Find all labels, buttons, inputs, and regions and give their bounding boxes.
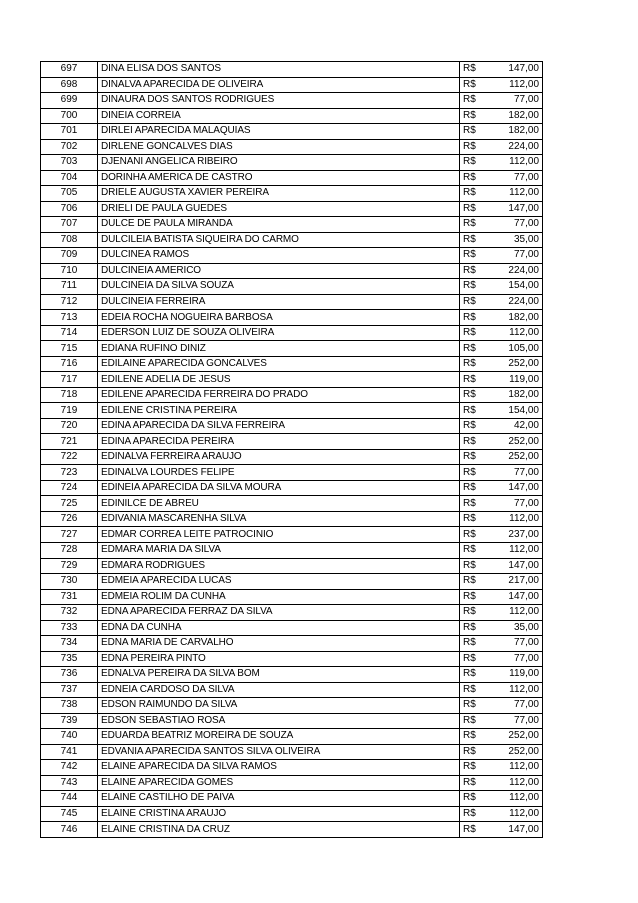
row-number: 729 — [41, 558, 98, 574]
row-number: 719 — [41, 403, 98, 419]
row-number: 739 — [41, 713, 98, 729]
row-number: 744 — [41, 791, 98, 807]
row-currency: R$ — [460, 791, 479, 807]
row-currency: R$ — [460, 729, 479, 745]
row-name: EDIANA RUFINO DINIZ — [98, 341, 460, 357]
row-number: 707 — [41, 217, 98, 233]
table-row — [41, 201, 543, 217]
row-name: ELAINE CRISTINA DA CRUZ — [98, 822, 460, 838]
row-name: EDEIA ROCHA NOGUEIRA BARBOSA — [98, 310, 460, 326]
row-number: 745 — [41, 806, 98, 822]
row-number: 699 — [41, 93, 98, 109]
row-value: 77,00 — [478, 170, 543, 186]
row-value: 112,00 — [478, 806, 543, 822]
row-name: EDUARDA BEATRIZ MOREIRA DE SOUZA — [98, 729, 460, 745]
table-row — [41, 62, 543, 78]
row-currency: R$ — [460, 108, 479, 124]
row-name: DULCE DE PAULA MIRANDA — [98, 217, 460, 233]
row-value: 154,00 — [478, 403, 543, 419]
table-row — [41, 248, 543, 264]
table-row — [41, 93, 543, 109]
row-currency: R$ — [460, 667, 479, 683]
row-number: 715 — [41, 341, 98, 357]
row-currency: R$ — [460, 418, 479, 434]
table-row — [41, 775, 543, 791]
table-row — [41, 760, 543, 776]
row-number: 740 — [41, 729, 98, 745]
row-currency: R$ — [460, 775, 479, 791]
row-currency: R$ — [460, 232, 479, 248]
row-value: 147,00 — [478, 558, 543, 574]
row-currency: R$ — [460, 480, 479, 496]
row-currency: R$ — [460, 527, 479, 543]
table-row — [41, 713, 543, 729]
table-row — [41, 729, 543, 745]
table-row — [41, 558, 543, 574]
row-currency: R$ — [460, 263, 479, 279]
row-value: 112,00 — [478, 155, 543, 171]
table-row — [41, 155, 543, 171]
row-value: 112,00 — [478, 682, 543, 698]
row-name: EDIVANIA MASCARENHA SILVA — [98, 511, 460, 527]
table-row — [41, 418, 543, 434]
row-number: 713 — [41, 310, 98, 326]
row-currency: R$ — [460, 620, 479, 636]
row-currency: R$ — [460, 496, 479, 512]
row-name: DULCINEIA DA SILVA SOUZA — [98, 279, 460, 295]
row-currency: R$ — [460, 294, 479, 310]
row-currency: R$ — [460, 558, 479, 574]
row-currency: R$ — [460, 806, 479, 822]
row-currency: R$ — [460, 465, 479, 481]
row-name: EDILENE ADELIA DE JESUS — [98, 372, 460, 388]
row-value: 77,00 — [478, 698, 543, 714]
table-row — [41, 310, 543, 326]
row-name: DULCILEIA BATISTA SIQUEIRA DO CARMO — [98, 232, 460, 248]
row-currency: R$ — [460, 124, 479, 140]
row-name: EDINA APARECIDA DA SILVA FERREIRA — [98, 418, 460, 434]
row-number: 698 — [41, 77, 98, 93]
row-currency: R$ — [460, 682, 479, 698]
row-name: EDNA PEREIRA PINTO — [98, 651, 460, 667]
row-currency: R$ — [460, 155, 479, 171]
row-number: 705 — [41, 186, 98, 202]
row-number: 721 — [41, 434, 98, 450]
row-name: DINALVA APARECIDA DE OLIVEIRA — [98, 77, 460, 93]
row-currency: R$ — [460, 186, 479, 202]
row-currency: R$ — [460, 542, 479, 558]
row-value: 112,00 — [478, 760, 543, 776]
row-name: EDVANIA APARECIDA SANTOS SILVA OLIVEIRA — [98, 744, 460, 760]
row-value: 35,00 — [478, 620, 543, 636]
row-value: 252,00 — [478, 356, 543, 372]
row-number: 711 — [41, 279, 98, 295]
row-value: 77,00 — [478, 93, 543, 109]
row-value: 217,00 — [478, 574, 543, 590]
row-value: 112,00 — [478, 775, 543, 791]
row-currency: R$ — [460, 325, 479, 341]
row-value: 77,00 — [478, 636, 543, 652]
row-value: 119,00 — [478, 667, 543, 683]
row-number: 732 — [41, 605, 98, 621]
table-row — [41, 791, 543, 807]
row-value: 182,00 — [478, 310, 543, 326]
table-row — [41, 620, 543, 636]
row-number: 709 — [41, 248, 98, 264]
row-number: 712 — [41, 294, 98, 310]
table-row — [41, 341, 543, 357]
row-currency: R$ — [460, 605, 479, 621]
row-currency: R$ — [460, 217, 479, 233]
row-name: EDINILCE DE ABREU — [98, 496, 460, 512]
payment-table — [40, 61, 543, 838]
row-number: 723 — [41, 465, 98, 481]
row-currency: R$ — [460, 449, 479, 465]
row-name: DULCINEIA AMERICO — [98, 263, 460, 279]
table-row — [41, 356, 543, 372]
row-name: EDSON SEBASTIAO ROSA — [98, 713, 460, 729]
row-name: EDNA DA CUNHA — [98, 620, 460, 636]
row-name: EDERSON LUIZ DE SOUZA OLIVEIRA — [98, 325, 460, 341]
row-value: 35,00 — [478, 232, 543, 248]
row-currency: R$ — [460, 356, 479, 372]
row-value: 105,00 — [478, 341, 543, 357]
table-row — [41, 186, 543, 202]
row-currency: R$ — [460, 574, 479, 590]
row-number: 746 — [41, 822, 98, 838]
row-number: 722 — [41, 449, 98, 465]
table-row — [41, 698, 543, 714]
row-number: 734 — [41, 636, 98, 652]
row-value: 154,00 — [478, 279, 543, 295]
row-name: DRIELE AUGUSTA XAVIER PEREIRA — [98, 186, 460, 202]
table-row — [41, 636, 543, 652]
row-number: 728 — [41, 542, 98, 558]
table-row — [41, 108, 543, 124]
row-value: 112,00 — [478, 77, 543, 93]
row-currency: R$ — [460, 372, 479, 388]
row-currency: R$ — [460, 77, 479, 93]
table-row — [41, 263, 543, 279]
row-value: 112,00 — [478, 605, 543, 621]
table-row — [41, 465, 543, 481]
row-value: 252,00 — [478, 434, 543, 450]
row-name: DULCINEIA FERREIRA — [98, 294, 460, 310]
row-currency: R$ — [460, 636, 479, 652]
row-name: DJENANI ANGELICA RIBEIRO — [98, 155, 460, 171]
table-row — [41, 372, 543, 388]
row-name: ELAINE CASTILHO DE PAIVA — [98, 791, 460, 807]
row-number: 736 — [41, 667, 98, 683]
row-currency: R$ — [460, 744, 479, 760]
table-row — [41, 170, 543, 186]
row-value: 77,00 — [478, 217, 543, 233]
row-number: 716 — [41, 356, 98, 372]
row-value: 252,00 — [478, 729, 543, 745]
row-name: DIRLENE GONCALVES DIAS — [98, 139, 460, 155]
row-name: EDMARA RODRIGUES — [98, 558, 460, 574]
table-row — [41, 294, 543, 310]
row-name: EDILAINE APARECIDA GONCALVES — [98, 356, 460, 372]
row-value: 182,00 — [478, 108, 543, 124]
row-number: 726 — [41, 511, 98, 527]
row-value: 112,00 — [478, 325, 543, 341]
row-value: 147,00 — [478, 62, 543, 78]
table-row — [41, 651, 543, 667]
row-number: 742 — [41, 760, 98, 776]
row-name: DIRLEI APARECIDA MALAQUIAS — [98, 124, 460, 140]
row-value: 147,00 — [478, 201, 543, 217]
row-value: 237,00 — [478, 527, 543, 543]
row-name: EDINEIA APARECIDA DA SILVA MOURA — [98, 480, 460, 496]
row-value: 147,00 — [478, 589, 543, 605]
row-number: 725 — [41, 496, 98, 512]
row-name: EDINALVA FERREIRA ARAUJO — [98, 449, 460, 465]
row-value: 182,00 — [478, 387, 543, 403]
row-value: 112,00 — [478, 542, 543, 558]
table-row — [41, 403, 543, 419]
row-value: 119,00 — [478, 372, 543, 388]
row-currency: R$ — [460, 698, 479, 714]
table-row — [41, 279, 543, 295]
row-name: DINAURA DOS SANTOS RODRIGUES — [98, 93, 460, 109]
row-currency: R$ — [460, 248, 479, 264]
row-number: 738 — [41, 698, 98, 714]
row-value: 147,00 — [478, 480, 543, 496]
row-number: 718 — [41, 387, 98, 403]
table-row — [41, 574, 543, 590]
row-number: 708 — [41, 232, 98, 248]
row-name: EDNEIA CARDOSO DA SILVA — [98, 682, 460, 698]
row-number: 720 — [41, 418, 98, 434]
row-value: 252,00 — [478, 449, 543, 465]
row-number: 735 — [41, 651, 98, 667]
row-name: DRIELI DE PAULA GUEDES — [98, 201, 460, 217]
row-currency: R$ — [460, 387, 479, 403]
row-name: EDMEIA APARECIDA LUCAS — [98, 574, 460, 590]
row-number: 701 — [41, 124, 98, 140]
row-currency: R$ — [460, 713, 479, 729]
row-number: 704 — [41, 170, 98, 186]
row-currency: R$ — [460, 62, 479, 78]
row-number: 703 — [41, 155, 98, 171]
row-currency: R$ — [460, 589, 479, 605]
row-value: 77,00 — [478, 651, 543, 667]
row-name: EDNALVA PEREIRA DA SILVA BOM — [98, 667, 460, 683]
row-name: EDINA APARECIDA PEREIRA — [98, 434, 460, 450]
row-currency: R$ — [460, 139, 479, 155]
row-currency: R$ — [460, 201, 479, 217]
table-row — [41, 217, 543, 233]
row-currency: R$ — [460, 822, 479, 838]
row-value: 182,00 — [478, 124, 543, 140]
row-number: 731 — [41, 589, 98, 605]
row-number: 700 — [41, 108, 98, 124]
row-value: 224,00 — [478, 263, 543, 279]
row-number: 714 — [41, 325, 98, 341]
table-row — [41, 667, 543, 683]
row-value: 252,00 — [478, 744, 543, 760]
row-currency: R$ — [460, 93, 479, 109]
row-value: 147,00 — [478, 822, 543, 838]
row-name: EDILENE CRISTINA PEREIRA — [98, 403, 460, 419]
table-row — [41, 511, 543, 527]
row-name: EDNA APARECIDA FERRAZ DA SILVA — [98, 605, 460, 621]
row-value: 112,00 — [478, 186, 543, 202]
table-row — [41, 325, 543, 341]
table-row — [41, 124, 543, 140]
row-currency: R$ — [460, 403, 479, 419]
row-number: 697 — [41, 62, 98, 78]
payment-table-body — [41, 62, 543, 838]
row-number: 741 — [41, 744, 98, 760]
row-currency: R$ — [460, 760, 479, 776]
table-row — [41, 822, 543, 838]
table-row — [41, 496, 543, 512]
row-name: DORINHA AMERICA DE CASTRO — [98, 170, 460, 186]
row-number: 730 — [41, 574, 98, 590]
row-currency: R$ — [460, 434, 479, 450]
table-row — [41, 77, 543, 93]
table-row — [41, 605, 543, 621]
table-row — [41, 527, 543, 543]
table-row — [41, 542, 543, 558]
row-currency: R$ — [460, 170, 479, 186]
row-number: 743 — [41, 775, 98, 791]
table-row — [41, 232, 543, 248]
row-number: 702 — [41, 139, 98, 155]
row-number: 727 — [41, 527, 98, 543]
table-row — [41, 434, 543, 450]
row-name: EDMAR CORREA LEITE PATROCINIO — [98, 527, 460, 543]
row-value: 77,00 — [478, 496, 543, 512]
row-value: 77,00 — [478, 713, 543, 729]
table-row — [41, 480, 543, 496]
row-currency: R$ — [460, 341, 479, 357]
row-number: 737 — [41, 682, 98, 698]
row-name: EDMEIA ROLIM DA CUNHA — [98, 589, 460, 605]
row-value: 112,00 — [478, 791, 543, 807]
row-number: 717 — [41, 372, 98, 388]
row-name: DINA ELISA DOS SANTOS — [98, 62, 460, 78]
row-name: ELAINE CRISTINA ARAUJO — [98, 806, 460, 822]
row-value: 42,00 — [478, 418, 543, 434]
row-number: 724 — [41, 480, 98, 496]
row-value: 77,00 — [478, 248, 543, 264]
row-name: EDILENE APARECIDA FERREIRA DO PRADO — [98, 387, 460, 403]
table-row — [41, 589, 543, 605]
row-name: DULCINEA RAMOS — [98, 248, 460, 264]
row-name: EDINALVA LOURDES FELIPE — [98, 465, 460, 481]
row-name: ELAINE APARECIDA GOMES — [98, 775, 460, 791]
row-currency: R$ — [460, 511, 479, 527]
row-name: EDSON RAIMUNDO DA SILVA — [98, 698, 460, 714]
table-row — [41, 449, 543, 465]
row-name: EDMARA MARIA DA SILVA — [98, 542, 460, 558]
row-value: 112,00 — [478, 511, 543, 527]
row-number: 706 — [41, 201, 98, 217]
table-row — [41, 139, 543, 155]
row-name: DINEIA CORREIA — [98, 108, 460, 124]
table-row — [41, 682, 543, 698]
row-currency: R$ — [460, 279, 479, 295]
table-row — [41, 806, 543, 822]
row-value: 77,00 — [478, 465, 543, 481]
row-value: 224,00 — [478, 139, 543, 155]
row-currency: R$ — [460, 651, 479, 667]
row-number: 710 — [41, 263, 98, 279]
row-value: 224,00 — [478, 294, 543, 310]
table-row — [41, 744, 543, 760]
row-name: EDNA MARIA DE CARVALHO — [98, 636, 460, 652]
row-name: ELAINE APARECIDA DA SILVA RAMOS — [98, 760, 460, 776]
table-row — [41, 387, 543, 403]
row-number: 733 — [41, 620, 98, 636]
row-currency: R$ — [460, 310, 479, 326]
